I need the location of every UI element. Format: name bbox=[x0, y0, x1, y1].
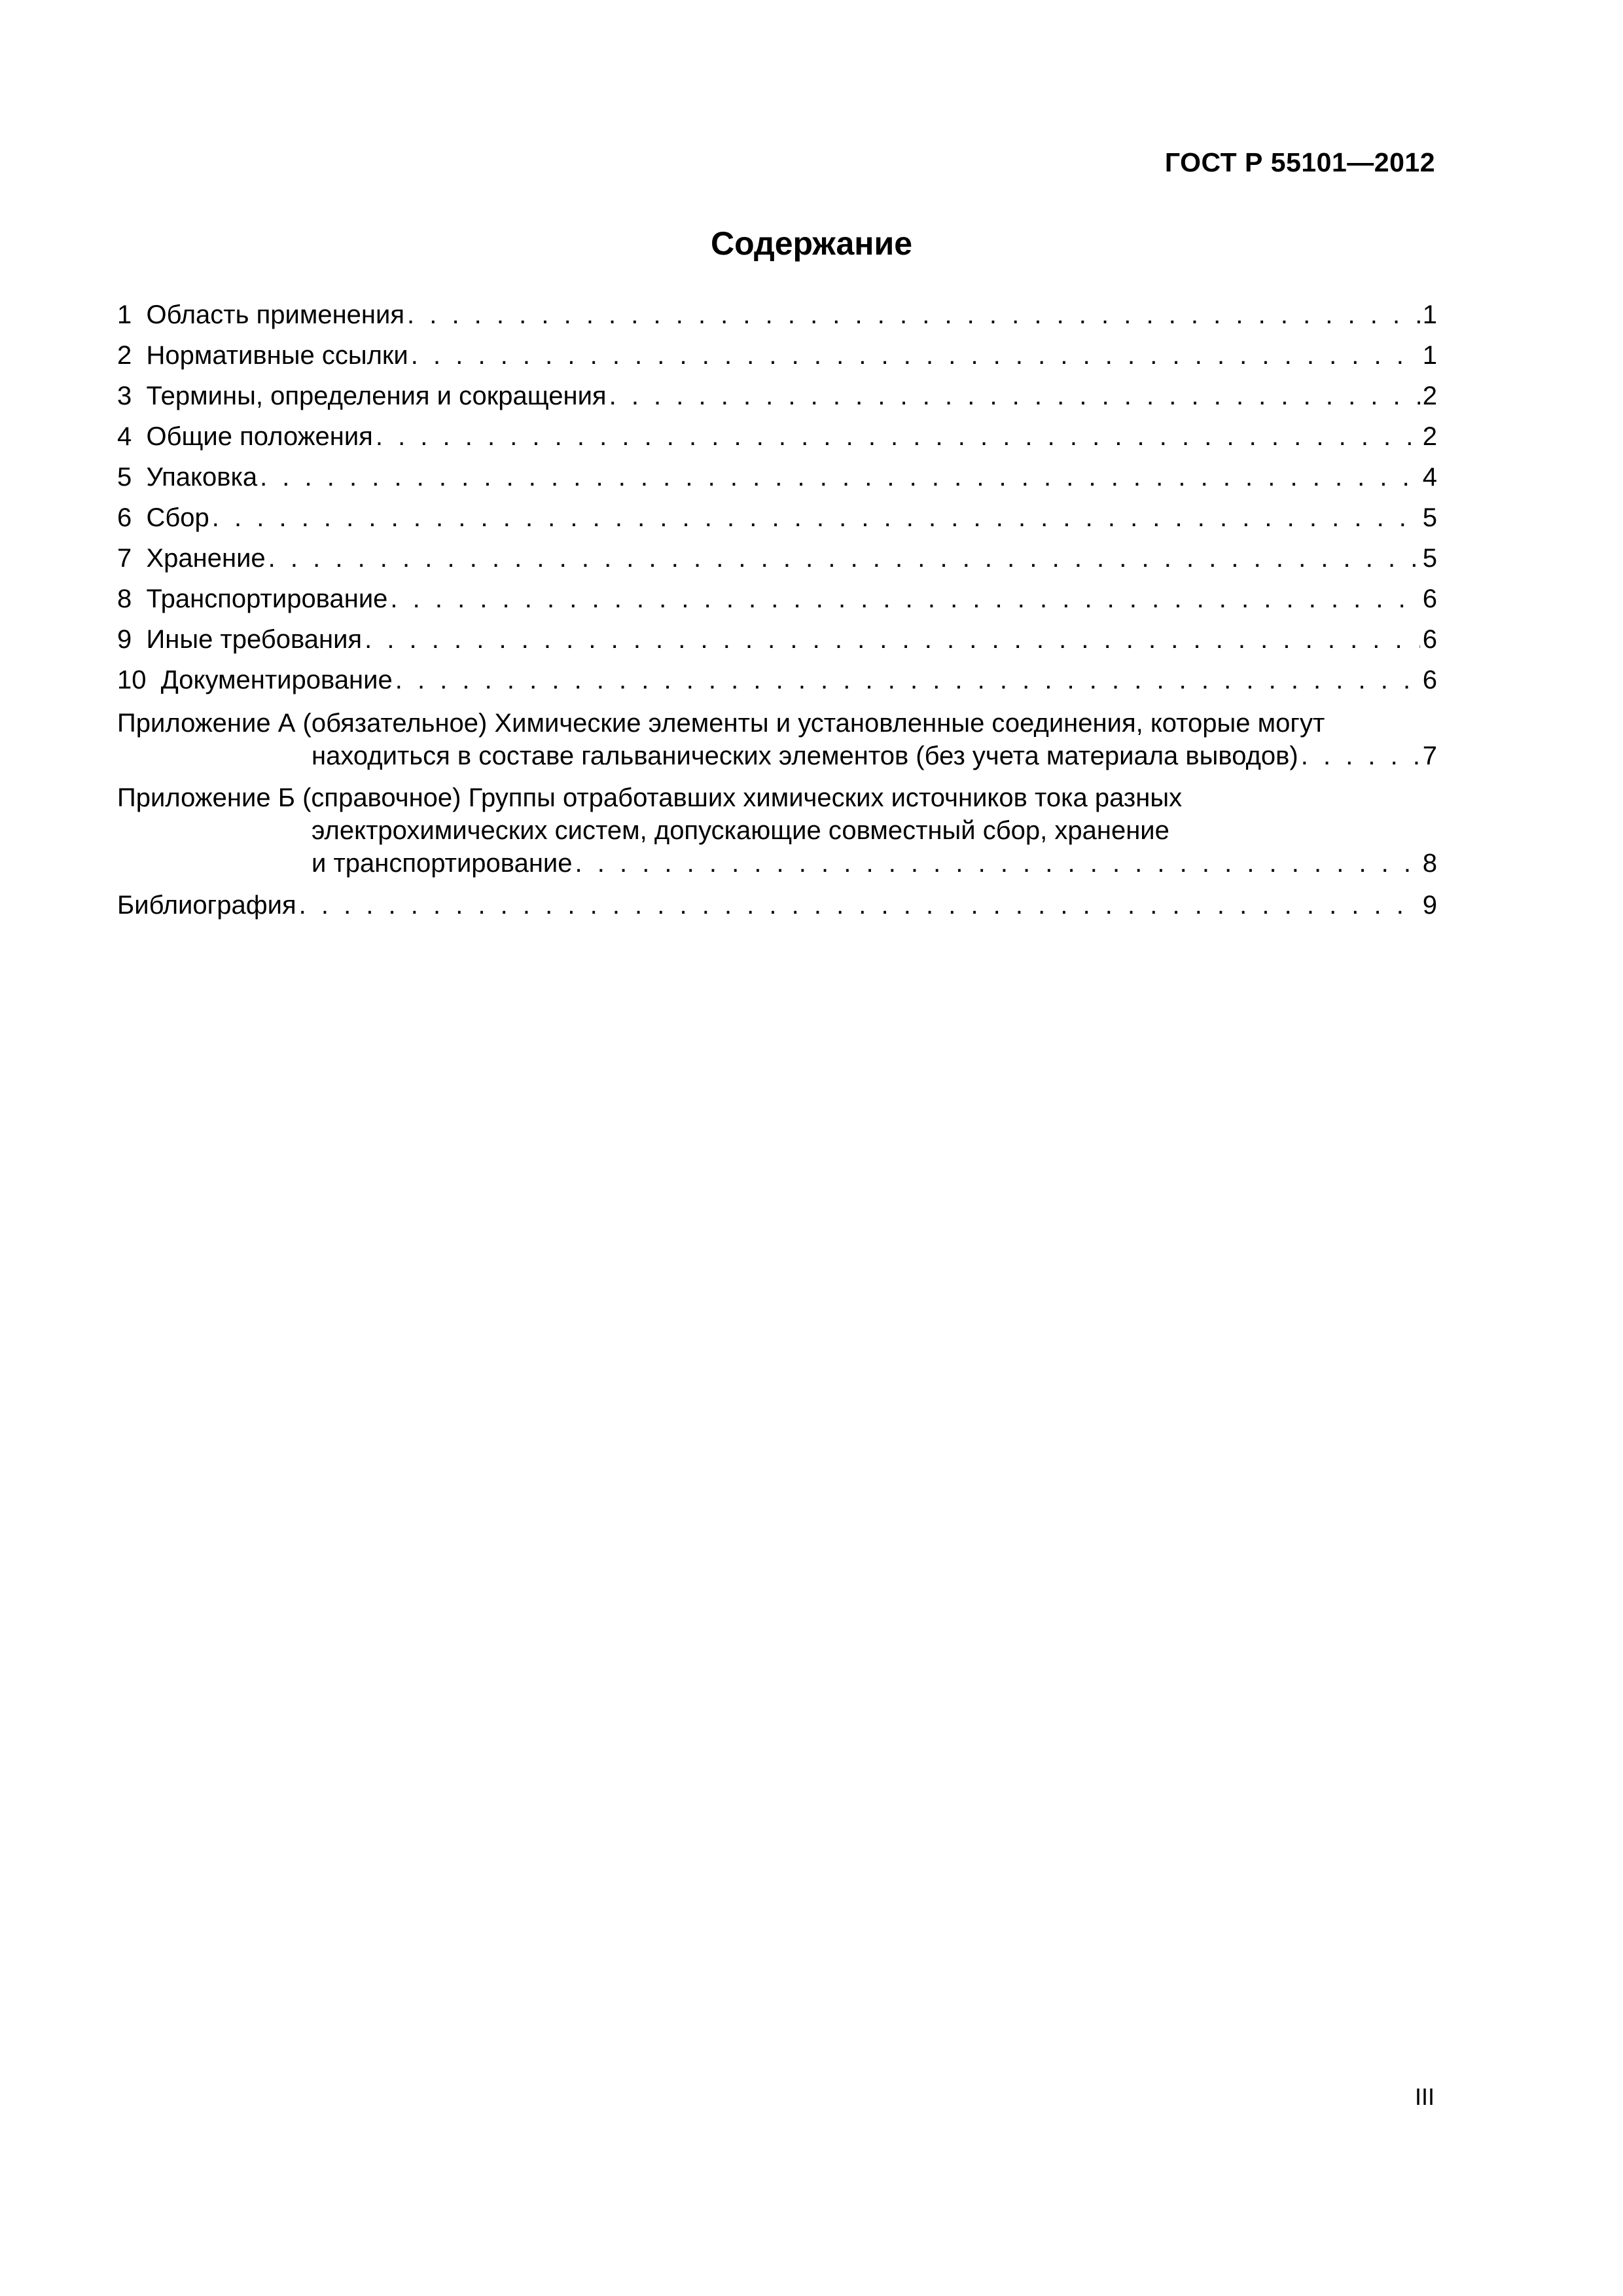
page-number: III bbox=[1414, 2083, 1435, 2110]
toc-entry-title: Нормативные ссылки bbox=[146, 341, 408, 370]
appendix-b-title-line-2: электрохимических систем, допускающие совместный сбор, хранение bbox=[312, 816, 1169, 845]
dot-leader bbox=[260, 457, 1420, 497]
toc-entry[interactable] bbox=[117, 579, 1437, 619]
dot-leader bbox=[299, 885, 1420, 925]
toc-entry-title: Область применения bbox=[146, 300, 404, 329]
toc-entry-page: 2 bbox=[1422, 422, 1437, 451]
toc-entry-page: 4 bbox=[1422, 463, 1437, 492]
toc-heading: Содержание bbox=[710, 225, 913, 262]
toc-entry-appendix-b[interactable] bbox=[117, 781, 1437, 880]
toc-entry-page: 5 bbox=[1422, 503, 1437, 532]
toc-entry[interactable] bbox=[117, 376, 1437, 416]
dot-leader bbox=[407, 295, 1420, 335]
toc-entry[interactable] bbox=[117, 619, 1437, 660]
toc-entry-page: 1 bbox=[1422, 341, 1437, 370]
appendix-b-title-line-3: и транспортирование bbox=[312, 849, 573, 878]
appendix-b-last-row bbox=[117, 847, 1437, 880]
toc-entry[interactable] bbox=[117, 416, 1437, 457]
dot-leader bbox=[376, 416, 1420, 457]
toc-entry-title: Упаковка bbox=[146, 463, 258, 492]
toc-entry-page: 1 bbox=[1422, 300, 1437, 329]
toc-entry-number: 9 bbox=[117, 625, 132, 654]
document-identifier: ГОСТ Р 55101—2012 bbox=[1164, 147, 1435, 177]
toc-entry-title: Библиография bbox=[117, 891, 296, 920]
toc-entry-number: 3 bbox=[117, 382, 132, 410]
toc-entry-title: Общие положения bbox=[146, 422, 373, 451]
toc-entry-title: Хранение bbox=[146, 544, 266, 573]
toc-entry-appendix-a[interactable] bbox=[117, 707, 1437, 772]
toc-entry-title: Транспортирование bbox=[146, 584, 388, 613]
toc-entry[interactable] bbox=[117, 457, 1437, 497]
dot-leader bbox=[609, 376, 1420, 416]
toc-entry-number: 4 bbox=[117, 422, 132, 451]
toc-entry-number: 6 bbox=[117, 503, 132, 532]
toc-entry-title: Иные требования bbox=[146, 625, 363, 654]
toc-entry-page: 9 bbox=[1422, 891, 1437, 920]
appendix-a-last-row bbox=[117, 740, 1437, 772]
dot-leader bbox=[1301, 740, 1420, 772]
toc-entry-page: 6 bbox=[1422, 584, 1437, 613]
toc-entry-page: 6 bbox=[1422, 625, 1437, 654]
toc-entry-page: 6 bbox=[1422, 666, 1437, 694]
toc-entry-number: 7 bbox=[117, 544, 132, 573]
dot-leader bbox=[411, 335, 1420, 376]
toc-entry[interactable] bbox=[117, 660, 1437, 700]
toc-entry-number: 2 bbox=[117, 341, 132, 370]
appendix-a-title-line-1: Приложение А (обязательное) Химические элементы и установленные соединения, которые могут bbox=[117, 709, 1325, 738]
dot-leader bbox=[365, 619, 1420, 660]
toc-entry-number: 1 bbox=[117, 300, 132, 329]
toc-entry[interactable] bbox=[117, 335, 1437, 376]
dot-leader bbox=[390, 579, 1419, 619]
toc-entry-title: Документирование bbox=[160, 666, 393, 694]
dot-leader bbox=[268, 538, 1420, 579]
toc-entry-title: Термины, определения и сокращения bbox=[146, 382, 607, 410]
toc-entry-page: 5 bbox=[1422, 544, 1437, 573]
toc-entry[interactable] bbox=[117, 497, 1437, 538]
dot-leader bbox=[395, 660, 1420, 700]
toc-entry-number: 8 bbox=[117, 584, 132, 613]
toc-entry-page: 8 bbox=[1422, 849, 1437, 878]
toc-entry-number: 5 bbox=[117, 463, 132, 492]
appendix-b-title-line-1: Приложение Б (справочное) Группы отработавших химических источников тока разных bbox=[117, 783, 1183, 812]
table-of-contents bbox=[117, 295, 1437, 925]
toc-entry[interactable] bbox=[117, 295, 1437, 335]
toc-entry-number: 10 bbox=[117, 666, 147, 694]
toc-entry-page: 7 bbox=[1422, 742, 1437, 770]
toc-entry-bibliography[interactable] bbox=[117, 885, 1437, 925]
toc-entry-page: 2 bbox=[1422, 382, 1437, 410]
dot-leader bbox=[575, 847, 1420, 880]
toc-entry-title: Сбор bbox=[146, 503, 209, 532]
appendix-a-title-line-2: находиться в составе гальванических элементов (без учета материала выводов) bbox=[312, 742, 1298, 770]
dot-leader bbox=[212, 497, 1420, 538]
toc-entry[interactable] bbox=[117, 538, 1437, 579]
